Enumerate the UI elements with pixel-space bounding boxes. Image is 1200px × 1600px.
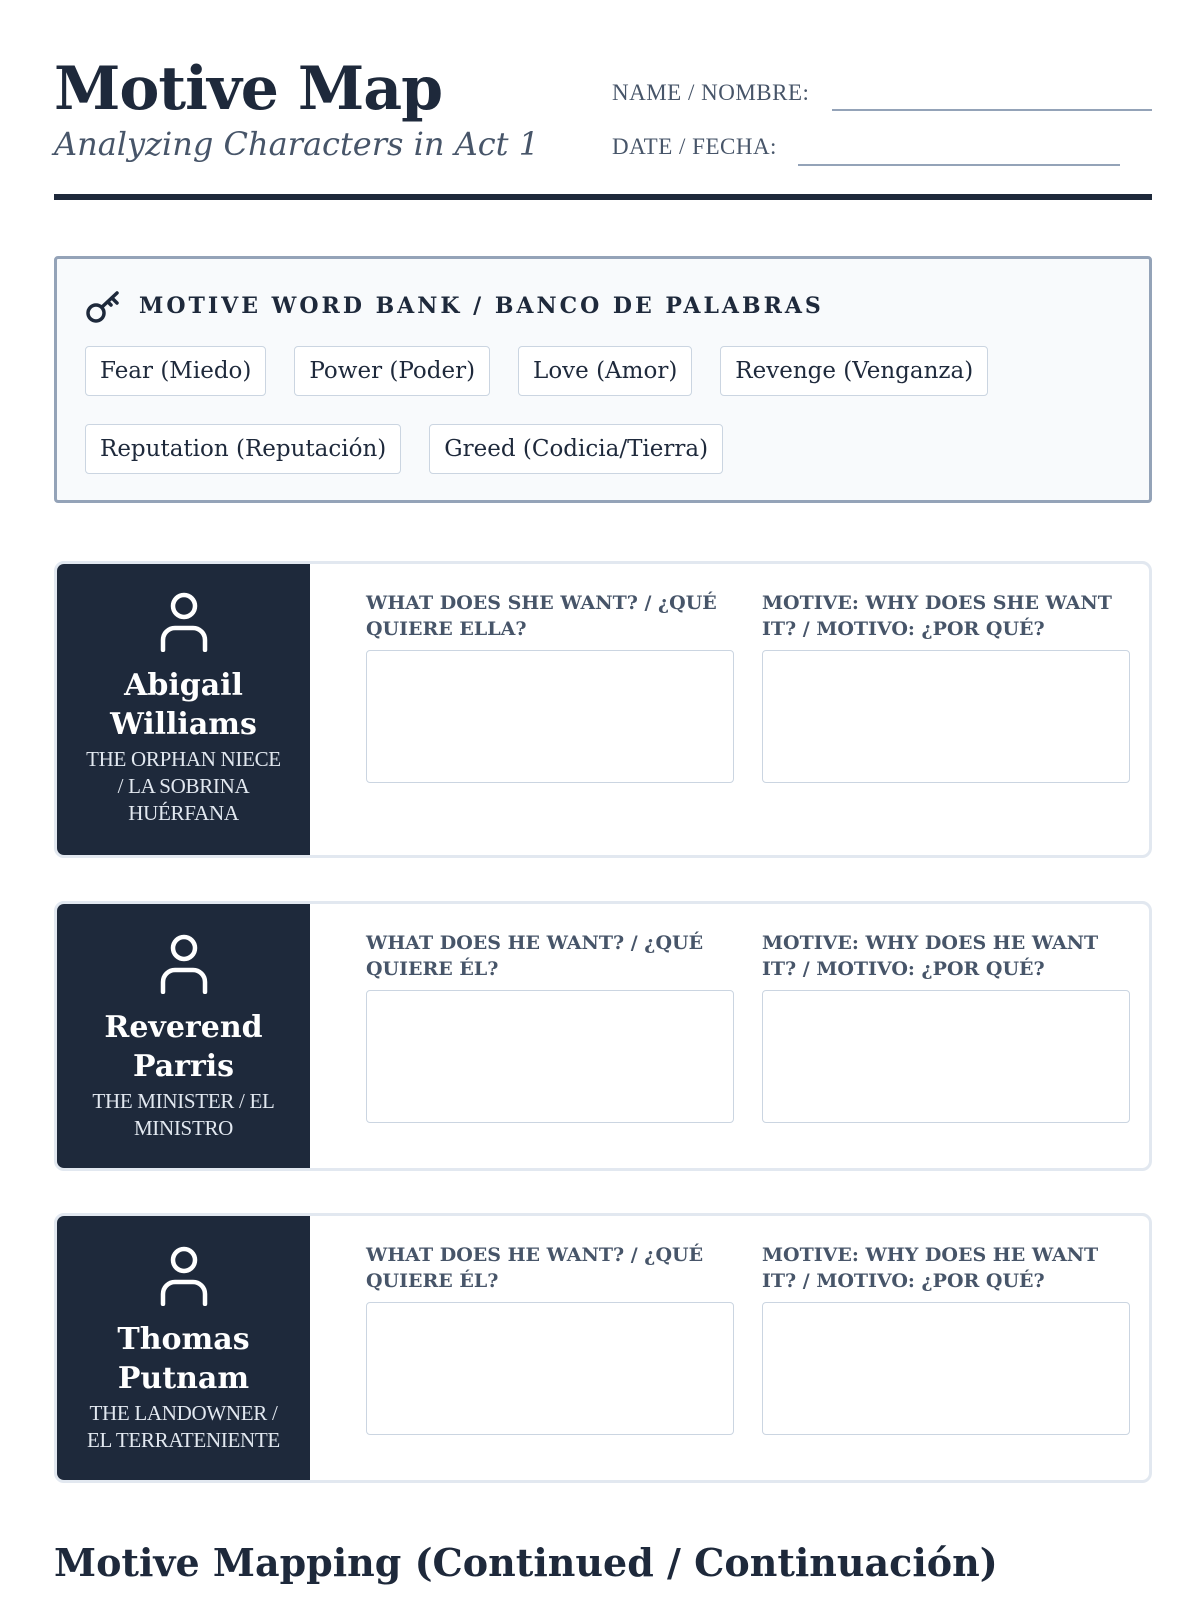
character-panel (57, 904, 310, 1168)
word-chip: Greed (Codicia/Tierra) (429, 424, 723, 474)
motive-label: MOTIVE: WHY DOES HE WANT IT? / MOTIVO: ¿POR QUÉ? (762, 1244, 1099, 1292)
key-icon (85, 289, 123, 325)
motive-answer-box[interactable] (762, 1302, 1130, 1435)
want-label: WHAT DOES HE WANT? / ¿QUÉ QUIERE ÉL? (366, 1244, 704, 1292)
word-chip: Power (Poder) (294, 346, 490, 396)
want-section (366, 590, 734, 783)
word-bank (54, 256, 1152, 503)
want-section (366, 930, 734, 1123)
want-answer-box[interactable] (366, 650, 734, 783)
character-role: THE ORPHAN NIECE / LA SOBRINA HUÉRFANA (86, 747, 281, 825)
motive-section (762, 930, 1130, 1123)
want-answer-box[interactable] (366, 990, 734, 1123)
character-card (54, 901, 1152, 1171)
word-chip: Revenge (Venganza) (720, 346, 988, 396)
word-chip: Reputation (Reputación) (85, 424, 401, 474)
person-icon (158, 1246, 210, 1306)
header-divider (54, 194, 1152, 200)
word-bank-title: MOTIVE WORD BANK / BANCO DE PALABRAS (139, 293, 824, 319)
character-role: THE MINISTER / EL MINISTRO (92, 1089, 275, 1140)
motive-section (762, 590, 1130, 783)
continued-heading: Motive Mapping (Continued / Continuación) (54, 1540, 998, 1585)
page-subtitle: Analyzing Characters in Act 1 (54, 125, 540, 163)
motive-answer-box[interactable] (762, 990, 1130, 1123)
want-label: WHAT DOES HE WANT? / ¿QUÉ QUIERE ÉL? (366, 932, 704, 980)
motive-section (762, 1242, 1130, 1435)
want-section (366, 1242, 734, 1435)
date-field[interactable] (798, 164, 1120, 166)
character-panel (57, 1216, 310, 1480)
want-answer-box[interactable] (366, 1302, 734, 1435)
word-chip: Love (Amor) (518, 346, 692, 396)
word-bank-chips (85, 346, 1125, 474)
date-label: DATE / FECHA: (612, 134, 777, 159)
character-name: Abigail Williams (110, 668, 257, 742)
character-panel (57, 564, 310, 855)
motive-label: MOTIVE: WHY DOES HE WANT IT? / MOTIVO: ¿POR QUÉ? (762, 932, 1099, 980)
character-name: Reverend Parris (104, 1010, 263, 1084)
page-title: Motive Map (54, 54, 443, 124)
motive-label: MOTIVE: WHY DOES SHE WANT IT? / MOTIVO: ¿POR QUÉ? (762, 592, 1112, 640)
person-icon (158, 592, 210, 652)
person-icon (158, 934, 210, 994)
want-label: WHAT DOES SHE WANT? / ¿QUÉ QUIERE ELLA? (366, 592, 717, 640)
name-field[interactable] (832, 109, 1152, 111)
character-role: THE LANDOWNER / EL TERRATENIENTE (87, 1401, 280, 1452)
motive-answer-box[interactable] (762, 650, 1130, 783)
name-label: NAME / NOMBRE: (612, 80, 810, 105)
character-card (54, 561, 1152, 858)
character-name: Thomas Putnam (117, 1322, 250, 1396)
word-chip: Fear (Miedo) (85, 346, 266, 396)
character-card (54, 1213, 1152, 1483)
